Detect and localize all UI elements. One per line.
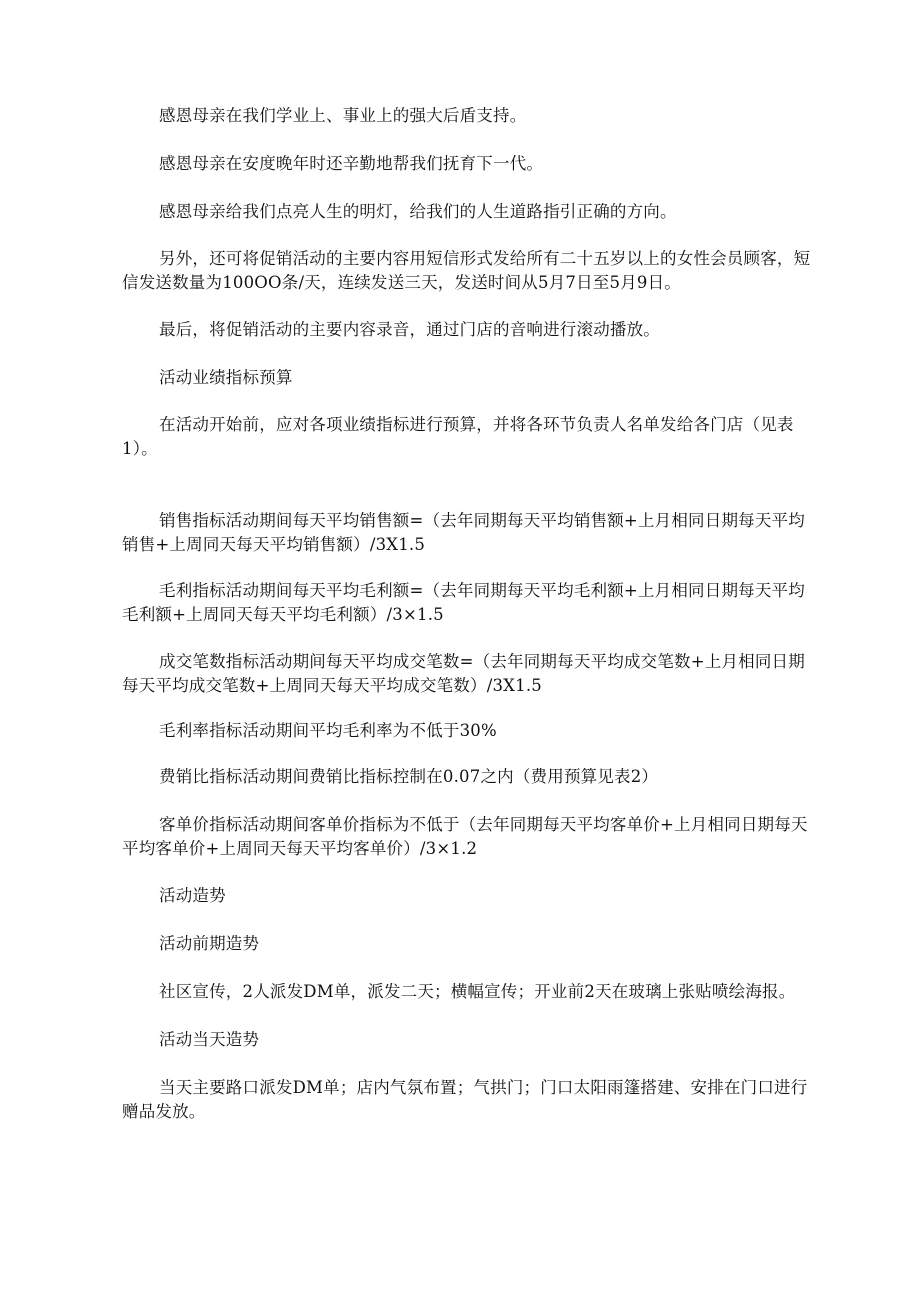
heading-pre-event-buildup: 活动前期造势	[159, 934, 260, 953]
paragraph-gratitude-guidance: 感恩母亲给我们点亮人生的明灯，给我们的人生道路指引正确的方向。	[159, 202, 677, 221]
paragraph-expense-ratio-target: 费销比指标活动期间费销比指标控制在0.07之内（费用预算见表2）	[159, 767, 659, 786]
heading-performance-budget: 活动业绩指标预算	[159, 368, 293, 387]
paragraph-community-promotion: 社区宣传，2人派发DM单，派发二天；横幅宣传；开业前2天在玻璃上张贴喷绘海报。	[159, 982, 796, 1001]
heading-campaign-buildup: 活动造势	[159, 886, 226, 905]
heading-event-day-buildup: 活动当天造势	[159, 1030, 260, 1049]
paragraph-event-day-activities: 当天主要路口派发DM单；店内气氛布置；气拱门；门口太阳雨篷搭建、安排在门口进行赠品发放。	[122, 1078, 808, 1121]
paragraph-audio-broadcast: 最后，将促销活动的主要内容录音，通过门店的音响进行滚动播放。	[159, 320, 660, 339]
paragraph-transaction-count-target: 成交笔数指标活动期间每天平均成交笔数=（去年同期每天平均成交笔数+上月相同日期每天平均成交笔数+上周同天每天平均成交笔数）/3X1.5	[122, 652, 805, 695]
paragraph-gratitude-support: 感恩母亲在我们学业上、事业上的强大后盾支持。	[159, 106, 527, 125]
paragraph-sms-promotion: 另外，还可将促销活动的主要内容用短信形式发给所有二十五岁以上的女性会员顾客，短信发送数量为100OO条/天，连续发送三天，发送时间从5月7日至5月9日。	[122, 249, 811, 292]
paragraph-gross-profit-target: 毛利指标活动期间每天平均毛利额=（去年同期每天平均毛利额+上月相同日期每天平均毛利额+上周同天每天平均毛利额）/3×1.5	[122, 581, 805, 624]
paragraph-sales-target: 销售指标活动期间每天平均销售额=（去年同期每天平均销售额+上月相同日期每天平均销售+上周同天每天平均销售额）/3X1.5	[122, 511, 805, 554]
paragraph-budget-intro: 在活动开始前，应对各项业绩指标进行预算，并将各环节负责人名单发给各门店（见表1）。	[122, 415, 794, 458]
paragraph-average-ticket-target: 客单价指标活动期间客单价指标为不低于（去年同期每天平均客单价+上月相同日期每天平均客单价+上周同天每天平均客单价）/3×1.2	[122, 815, 808, 858]
paragraph-margin-rate-target: 毛利率指标活动期间平均毛利率为不低于30%	[159, 721, 497, 740]
paragraph-gratitude-grandchildren: 感恩母亲在安度晚年时还辛勤地帮我们抚育下一代。	[159, 154, 544, 173]
